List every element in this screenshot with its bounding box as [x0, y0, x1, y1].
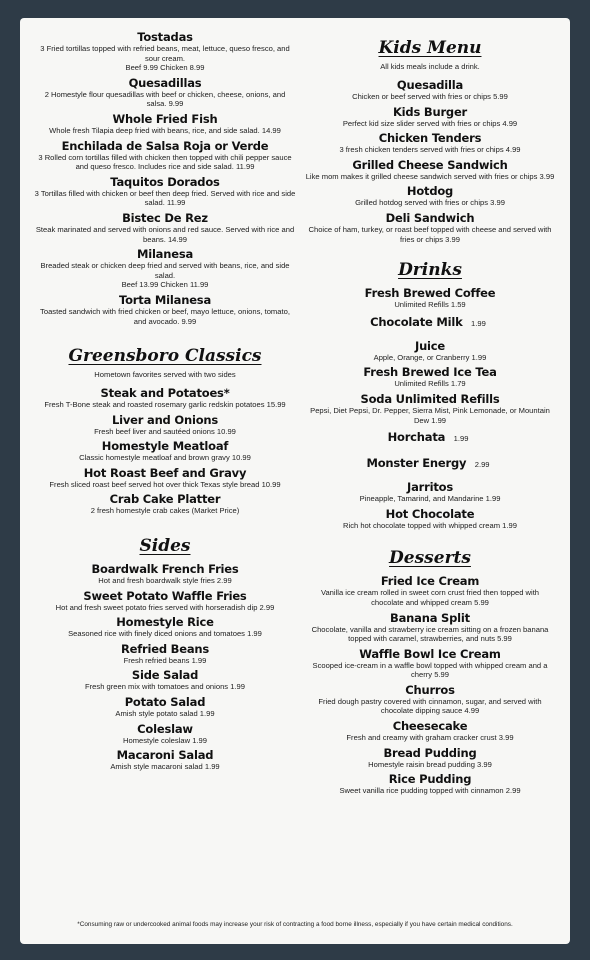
item-desc: Fried dough pastry covered with cinnamon, sugar, and served with chocolate dipping sauce 4.99	[318, 696, 542, 716]
menu-item-taquitos-dorados	[30, 175, 300, 208]
section-title-kids-menu: Kids Menu	[378, 38, 482, 58]
menu-item-liver-and-onions	[30, 413, 300, 437]
right-column	[300, 30, 560, 799]
item-name: Potato Salad	[124, 695, 206, 710]
item-name: Refried Beans	[120, 641, 210, 656]
menu-item-homestyle-rice	[30, 615, 300, 639]
menu-item-sweet-potato-fries	[30, 589, 300, 613]
item-name: Enchilada de Salsa Roja or Verde	[61, 138, 269, 153]
menu-item-refried-beans	[30, 642, 300, 666]
item-desc: Fresh T-Bone steak and roasted rosemary garlic redskin potatoes 15.99	[44, 400, 286, 410]
item-inline-price: 1.99	[453, 434, 469, 444]
item-name: Taquitos Dorados	[110, 174, 220, 189]
menu-item-juice	[300, 339, 560, 363]
menu-item-waffle-bowl	[300, 647, 560, 680]
item-desc: Seasoned rice with finely diced onions and tomatoes 1.99	[68, 629, 262, 639]
menu-item-tostadas	[30, 30, 300, 73]
item-name: Quesadillas	[128, 75, 202, 90]
item-name: Kids Burger	[392, 104, 468, 119]
menu-item-coleslaw	[30, 722, 300, 746]
item-inline-price: 2.99	[474, 460, 490, 470]
menu-item-potato-salad	[30, 695, 300, 719]
item-desc: Pepsi, Diet Pepsi, Dr. Pepper, Sierra Mist, Pink Lemonade, or Mountain Dew 1.99	[310, 405, 550, 425]
item-name: Fresh Brewed Coffee	[364, 286, 496, 301]
menu-item-kids-grilled-cheese	[300, 158, 560, 182]
item-name: Steak and Potatoes*	[100, 386, 230, 401]
item-desc: Breaded steak or chicken deep fried and served with beans, rice, and side salad.	[40, 261, 290, 280]
item-desc: Chicken or beef served with fries or chips 5.99	[352, 92, 508, 101]
item-desc: Fresh beef liver and sautéed onions 10.99	[94, 426, 236, 436]
item-inline-price: 1.99	[471, 318, 486, 328]
item-desc: Classic homestyle meatloaf and brown gravy 10.99	[79, 453, 251, 463]
menu-item-fried-ice-cream	[300, 574, 560, 607]
section-title-drinks: Drinks	[398, 260, 462, 281]
item-desc: Toasted sandwich with fried chicken or beef, mayo lettuce, onions, tomato, and avocado. 9.99	[40, 306, 290, 326]
menu-item-boardwalk-fries	[30, 562, 300, 586]
item-name: Banana Split	[390, 610, 470, 625]
menu-item-homestyle-meatloaf	[30, 439, 300, 463]
item-name: Homestyle Rice	[116, 615, 214, 630]
menu-item-milanesa	[30, 247, 300, 290]
item-name: Bistec De Rez	[122, 210, 208, 225]
menu-item-torta-milanesa	[30, 293, 300, 326]
item-name: Monster Energy	[366, 456, 467, 471]
menu-item-ice-tea	[300, 365, 560, 389]
item-desc: Homestyle coleslaw 1.99	[123, 735, 207, 745]
item-name: Chicken Tenders	[378, 131, 482, 146]
menu-item-bread-pudding	[300, 746, 560, 770]
item-desc: Unlimited Refills 1.79	[394, 379, 466, 389]
item-desc: 2 fresh homestyle crab cakes (Market Price)	[90, 506, 240, 516]
item-desc: Whole fresh Tilapia deep fried with beans, rice, and side salad. 14.99	[49, 125, 281, 135]
item-desc: Choice of ham, turkey, or roast beef topped with cheese and served with fries or chips 3.99	[308, 224, 552, 244]
item-desc: Vanilla ice cream rolled in sweet corn crust fried then topped with chocolate and whipped cream 5.99	[320, 588, 540, 607]
menu-page	[20, 18, 570, 944]
menu-item-crab-cake-platter	[30, 492, 300, 516]
menu-item-churros	[300, 683, 560, 716]
item-desc: Rich hot chocolate topped with whipped cream 1.99	[343, 520, 517, 530]
item-desc: Pineapple, Tamarind, and Mandarine 1.99	[359, 494, 501, 504]
menu-item-steak-and-potatoes	[30, 386, 300, 410]
item-name: Deli Sandwich	[385, 210, 475, 225]
menu-item-cheesecake	[300, 719, 560, 743]
section-title-desserts: Desserts	[389, 548, 471, 569]
item-name: Bread Pudding	[383, 745, 477, 760]
item-name: Rice Pudding	[388, 772, 472, 787]
item-desc: Steak marinated and served with onions and red sauce. Served with rice and beans. 14.99	[35, 224, 295, 244]
item-name: Macaroni Salad	[116, 748, 214, 763]
item-name: Jarritos	[407, 480, 453, 495]
item-name: Milanesa	[136, 247, 194, 262]
item-name: Chocolate Milk	[370, 314, 463, 329]
item-price: Beef 9.99 Chicken 8.99	[125, 63, 205, 73]
item-desc: Sweet vanilla rice pudding topped with cinnamon 2.99	[339, 786, 521, 796]
item-name: Coleslaw	[137, 721, 193, 736]
menu-item-jarritos	[300, 480, 560, 504]
item-desc: 3 fresh chicken tenders served with fries or chips 4.99	[339, 145, 521, 155]
item-name: Quesadilla	[396, 78, 464, 92]
item-name: Fresh Brewed Ice Tea	[363, 365, 497, 380]
item-name: Hotdog	[406, 184, 454, 199]
item-desc: Fresh green mix with tomatoes and onions 1.99	[85, 682, 245, 692]
menu-item-chocolate-milk	[300, 313, 560, 331]
menu-item-macaroni-salad	[30, 748, 300, 772]
item-name: Horchata	[387, 430, 446, 445]
menu-item-whole-fried-fish	[30, 112, 300, 136]
menu-item-soda	[300, 392, 560, 425]
item-name: Hot Roast Beef and Gravy	[83, 465, 247, 480]
left-column	[30, 30, 300, 775]
item-name: Churros	[405, 682, 455, 697]
item-desc: Chocolate, vanilla and strawberry ice cream sitting on a frozen banana topped with caramel, strawberries, and nuts 5.99	[311, 624, 549, 644]
item-name: Boardwalk French Fries	[91, 562, 239, 577]
item-name: Side Salad	[131, 668, 199, 683]
item-desc: Amish style potato salad 1.99	[115, 709, 215, 719]
menu-item-hot-chocolate	[300, 507, 560, 531]
menu-item-kids-burger	[300, 105, 560, 129]
item-desc: 3 Tortillas filled with chicken or beef then deep fried. Served with rice and side salad. 11.99	[34, 188, 296, 208]
menu-item-hot-roast-beef	[30, 466, 300, 490]
item-name: Tostadas	[137, 30, 193, 44]
section-subtitle: All kids meals include a drink.	[380, 62, 480, 71]
item-name: Hot Chocolate	[385, 506, 475, 521]
menu-item-enchilada	[30, 139, 300, 172]
item-desc: Scooped ice-cream in a waffle bowl topped with whipped cream and a cherry 5.99	[312, 660, 548, 680]
menu-item-side-salad	[30, 668, 300, 692]
item-name: Juice	[414, 338, 446, 353]
section-title-greensboro-classics: Greensboro Classics	[68, 346, 262, 367]
item-name: Fried Ice Cream	[380, 574, 480, 589]
item-desc: Amish style macaroni salad 1.99	[110, 762, 220, 772]
item-name: Crab Cake Platter	[109, 492, 221, 507]
item-desc: Apple, Orange, or Cranberry 1.99	[373, 352, 487, 362]
item-desc: Unlimited Refills 1.59	[394, 300, 466, 310]
footer-disclaimer: *Consuming raw or undercooked animal foods may increase your risk of contracting a food borne illness, especially if you have certain medical conditions.	[77, 921, 513, 928]
menu-item-kids-chicken-tenders	[300, 131, 560, 155]
item-name: Torta Milanesa	[118, 292, 212, 307]
item-desc: Hot and fresh boardwalk style fries 2.99	[98, 576, 232, 586]
menu-item-coffee	[300, 286, 560, 310]
item-desc: 3 Fried tortillas topped with refried beans, meat, lettuce, queso fresco, and sour cream.	[40, 44, 290, 63]
item-name: Grilled Cheese Sandwich	[352, 157, 508, 172]
item-name: Waffle Bowl Ice Cream	[359, 646, 501, 661]
item-name: Soda Unlimited Refills	[360, 391, 500, 406]
item-desc: Fresh and creamy with graham cracker crust 3.99	[346, 733, 514, 743]
item-name: Liver and Onions	[111, 412, 219, 427]
item-price: Beef 13.99 Chicken 11.99	[121, 280, 209, 290]
menu-item-kids-quesadilla	[300, 78, 560, 102]
menu-item-rice-pudding	[300, 772, 560, 796]
menu-item-banana-split	[300, 611, 560, 644]
menu-item-horchata	[300, 428, 560, 446]
item-desc: 2 Homestyle flour quesadillas with beef or chicken, cheese, onions, and salsa. 9.99	[44, 89, 286, 109]
item-name: Whole Fried Fish	[112, 111, 218, 126]
menu-item-kids-deli-sandwich	[300, 211, 560, 244]
menu-item-quesadillas	[30, 76, 300, 109]
item-desc: 3 Rolled corn tortillas filled with chicken then topped with chili pepper sauce and queso fresco. Includes rice and side salad. 11.99	[38, 152, 292, 172]
section-title-sides: Sides	[139, 536, 191, 557]
item-desc: Like mom makes it grilled cheese sandwich served with fries or chips 3.99	[305, 171, 555, 181]
item-desc: Fresh sliced roast beef served hot over thick Texas style bread 10.99	[49, 479, 281, 489]
item-desc: Grilled hotdog served with fries or chips 3.99	[355, 198, 505, 208]
item-name: Sweet Potato Waffle Fries	[83, 588, 247, 603]
menu-item-kids-hotdog	[300, 184, 560, 208]
item-desc: Homestyle raisin bread pudding 3.99	[368, 759, 492, 769]
item-name: Homestyle Meatloaf	[101, 439, 229, 454]
item-desc: Hot and fresh sweet potato fries served with horseradish dip 2.99	[55, 602, 275, 612]
menu-item-monster-energy	[300, 454, 560, 472]
item-desc: Fresh refried beans 1.99	[123, 655, 207, 665]
section-subtitle: Hometown favorites served with two sides	[94, 370, 236, 380]
item-name: Cheesecake	[392, 719, 468, 734]
menu-item-bistec-de-rez	[30, 211, 300, 244]
item-desc: Perfect kid size slider served with fries or chips 4.99	[342, 118, 518, 128]
